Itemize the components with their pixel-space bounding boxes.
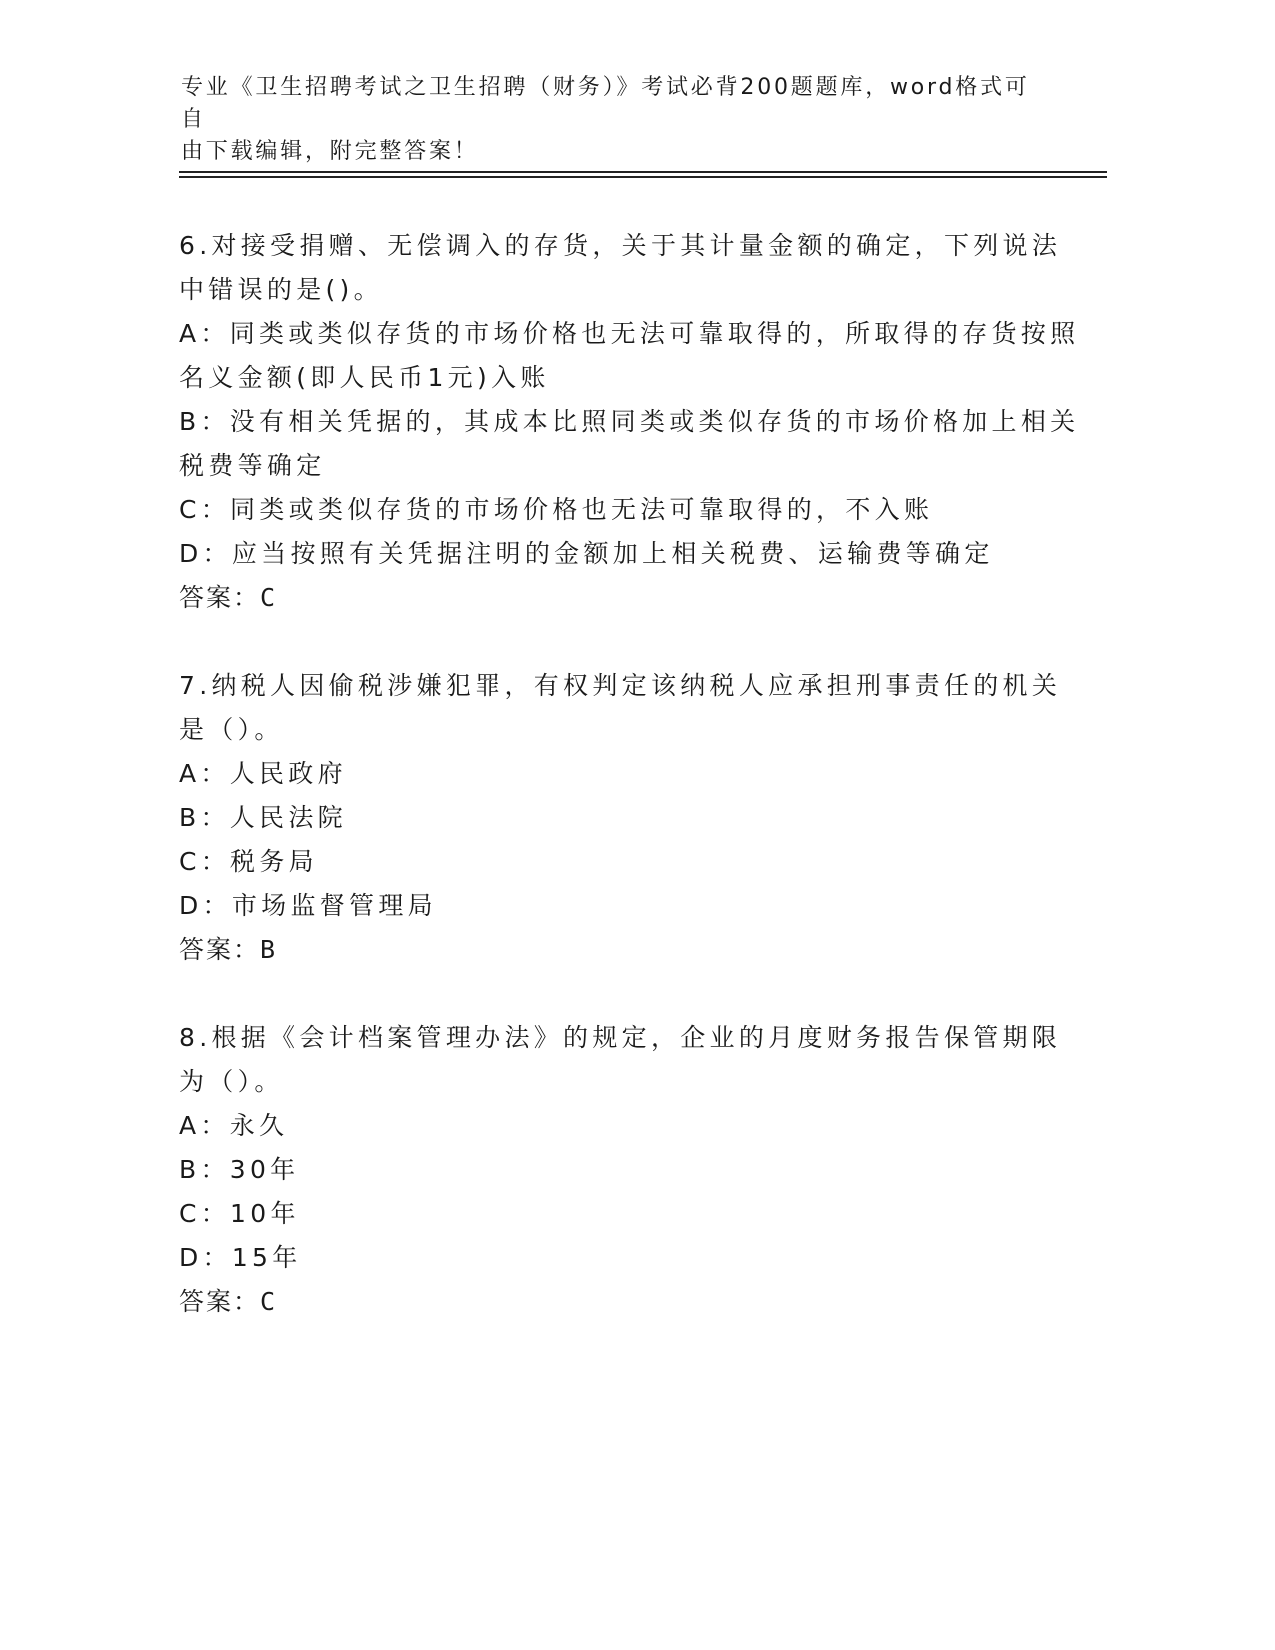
header-divider-top (179, 171, 1107, 173)
option-c-line: C：税务局 (179, 847, 318, 876)
question-block (179, 664, 1062, 972)
answer-line (179, 576, 1039, 620)
option-b-line: B：没有相关凭据的，其成本比照同类或类似存货的市场价格加上相关 (179, 407, 1080, 436)
option-c-line: C：10年 (179, 1199, 300, 1228)
question-block (179, 1016, 1062, 1324)
document-header (181, 72, 1041, 168)
option-d-line: D：15年 (179, 1243, 302, 1272)
question-list (179, 224, 1080, 1324)
answer-value: C (260, 583, 278, 612)
option-d-line: D：市场监督管理局 (179, 891, 437, 920)
option-a-line: A：人民政府 (179, 759, 347, 788)
option-d-line: D：应当按照有关凭据注明的金额加上相关税费、运输费等确定 (179, 539, 994, 568)
answer-line (179, 1280, 1039, 1324)
option-b-line: 税费等确定 (179, 451, 326, 480)
question-stem-line: 7.纳税人因偷税涉嫌犯罪，有权判定该纳税人应承担刑事责任的机关 (179, 671, 1062, 700)
answer-value: B (260, 935, 278, 964)
question-stem-line: 为（）。 (179, 1067, 284, 1096)
option-b-line: B：人民法院 (179, 803, 347, 832)
option-a-line: A：同类或类似存货的市场价格也无法可靠取得的，所取得的存货按照 (179, 319, 1080, 348)
answer-label: 答案： (179, 583, 261, 612)
question-stem-line: 是（）。 (179, 715, 284, 744)
header-divider-bottom (179, 176, 1107, 178)
header-line-1: 专业《卫生招聘考试之卫生招聘（财务）》考试必背200题题库，word格式可自 (181, 75, 1030, 132)
question-stem-line: 8.根据《会计档案管理办法》的规定，企业的月度财务报告保管期限 (179, 1023, 1062, 1052)
option-a-line: A：永久 (179, 1111, 289, 1140)
header-line-2: 由下载编辑，附完整答案！ (181, 139, 479, 164)
answer-label: 答案： (179, 1287, 261, 1316)
answer-line (179, 928, 1039, 972)
question-block (179, 224, 1080, 620)
option-a-line: 名义金额(即人民币1元)入账 (179, 363, 550, 392)
option-b-line: B：30年 (179, 1155, 300, 1184)
answer-label: 答案： (179, 935, 261, 964)
question-stem-line: 中错误的是()。 (179, 275, 383, 304)
question-stem-line: 6.对接受捐赠、无偿调入的存货，关于其计量金额的确定，下列说法 (179, 231, 1062, 260)
answer-value: C (260, 1287, 278, 1316)
option-c-line: C：同类或类似存货的市场价格也无法可靠取得的，不入账 (179, 495, 934, 524)
